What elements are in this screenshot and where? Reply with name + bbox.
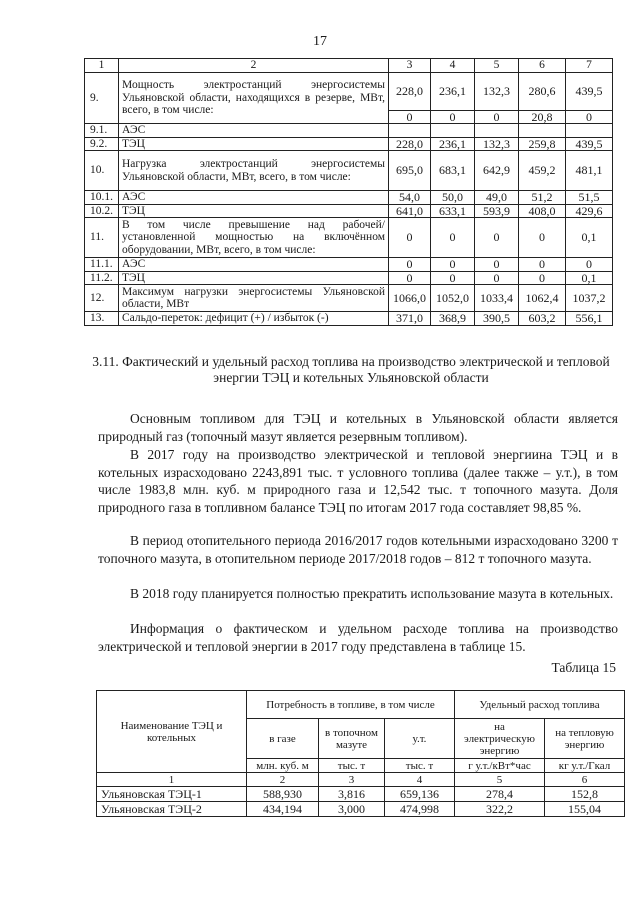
value-cell: 132,3 <box>475 137 519 151</box>
value-cell: 322,2 <box>455 802 545 817</box>
row-name: Нагрузка электростанций энергосистемы Ульяновской области, МВт, всего, в том числе: <box>119 151 389 191</box>
value-cell <box>389 124 431 138</box>
value-cell: 0,1 <box>566 271 613 285</box>
value-cell: 368,9 <box>431 312 475 326</box>
row-name: Ульяновская ТЭЦ-2 <box>97 802 247 817</box>
value-cell: 0 <box>431 271 475 285</box>
value-cell: 390,5 <box>475 312 519 326</box>
value-cell: 641,0 <box>389 204 431 218</box>
value-cell: 0 <box>475 110 519 124</box>
value-cell: 0 <box>475 218 519 258</box>
value-cell: 0 <box>389 110 431 124</box>
table-row <box>97 802 625 817</box>
value-cell: 0 <box>431 110 475 124</box>
row-number: 13. <box>85 312 119 326</box>
row-number: 12. <box>85 285 119 312</box>
value-cell: 51,2 <box>519 191 566 205</box>
row-number: 9.1. <box>85 124 119 138</box>
value-cell: 0 <box>566 258 613 272</box>
value-cell: 371,0 <box>389 312 431 326</box>
value-cell: 0 <box>389 271 431 285</box>
row-name: АЭС <box>119 258 389 272</box>
header-cell: 6 <box>519 59 566 73</box>
header-cell: 4 <box>431 59 475 73</box>
value-cell: 0 <box>566 110 613 124</box>
value-cell: 695,0 <box>389 151 431 191</box>
table-row <box>97 787 625 802</box>
paragraph: В 2017 году на производство электрической и тепловой энергиина ТЭЦ и в котельных израсходовано 2243,891 тыс. т условного топлива (далее также – у.т.), в том числе 1983,8 млн. куб. м природного газа и 12,542 тыс. т топочного мазута. Доля природного газа в топливном балансе ТЭЦ по итогам 2017 года составляет 98,85 %. <box>98 447 618 515</box>
value-cell: 236,1 <box>431 72 475 110</box>
value-cell: 50,0 <box>431 191 475 205</box>
table-header-row <box>97 773 625 787</box>
value-cell: 1062,4 <box>519 285 566 312</box>
value-cell: 0 <box>475 271 519 285</box>
value-cell: 152,8 <box>545 787 625 802</box>
row-number: 11. <box>85 218 119 258</box>
table-row <box>85 271 613 285</box>
paragraph: Информация о фактическом и удельном расходе топлива на производство электрической и тепловой энергии в 2017 году представлена в таблице 15. <box>98 621 618 654</box>
value-cell: 228,0 <box>389 137 431 151</box>
paragraph: Основным топливом для ТЭЦ и котельных в Ульяновской области является природный газ (топочный мазут является резервным топливом). <box>98 411 618 444</box>
value-cell: 20,8 <box>519 110 566 124</box>
unit-cell: г у.т./кВт*час <box>455 759 545 773</box>
row-name: Сальдо-переток: дефицит (+) / избыток (-) <box>119 312 389 326</box>
value-cell <box>431 124 475 138</box>
header-cell: у.т. <box>385 719 455 759</box>
header-cell: 5 <box>475 59 519 73</box>
value-cell: 49,0 <box>475 191 519 205</box>
table-row <box>85 312 613 326</box>
table-header-row <box>97 691 625 719</box>
value-cell: 155,04 <box>545 802 625 817</box>
table-row <box>85 124 613 138</box>
value-cell: 1052,0 <box>431 285 475 312</box>
value-cell: 3,000 <box>319 802 385 817</box>
column-number: 4 <box>385 773 455 787</box>
table-row <box>85 285 613 312</box>
table-row <box>85 258 613 272</box>
value-cell <box>566 124 613 138</box>
table-caption: Таблица 15 <box>551 660 616 675</box>
row-name: ТЭЦ <box>119 137 389 151</box>
header-cell: на тепловую энергию <box>545 719 625 759</box>
value-cell: 683,1 <box>431 151 475 191</box>
row-number: 9. <box>85 72 119 124</box>
value-cell: 0 <box>519 258 566 272</box>
value-cell: 228,0 <box>389 72 431 110</box>
row-number: 10. <box>85 151 119 191</box>
value-cell: 439,5 <box>566 137 613 151</box>
value-cell: 0 <box>389 218 431 258</box>
row-number: 11.1. <box>85 258 119 272</box>
header-cell: 1 <box>85 59 119 73</box>
header-cell: в топочном мазуте <box>319 719 385 759</box>
row-number: 9.2. <box>85 137 119 151</box>
value-cell: 0 <box>475 258 519 272</box>
value-cell: 278,4 <box>455 787 545 802</box>
value-cell: 603,2 <box>519 312 566 326</box>
table-row <box>85 72 613 110</box>
value-cell: 132,3 <box>475 72 519 110</box>
value-cell: 659,136 <box>385 787 455 802</box>
row-name: В том числе превышение над рабочей/ установленной мощностью на включённом оборудовании, МВт, всего, в том числе: <box>119 218 389 258</box>
row-name: АЭС <box>119 124 389 138</box>
value-cell: 1037,2 <box>566 285 613 312</box>
fuel-consumption-table <box>96 690 625 817</box>
value-cell: 51,5 <box>566 191 613 205</box>
header-cell: 3 <box>389 59 431 73</box>
value-cell: 474,998 <box>385 802 455 817</box>
page-number: 17 <box>313 34 327 49</box>
value-cell: 280,6 <box>519 72 566 110</box>
table-header-row <box>85 59 613 73</box>
header-cell: Удельный расход топлива <box>455 691 625 719</box>
value-cell: 439,5 <box>566 72 613 110</box>
value-cell: 633,1 <box>431 204 475 218</box>
value-cell: 434,194 <box>247 802 319 817</box>
row-number: 10.1. <box>85 191 119 205</box>
unit-cell: тыс. т <box>385 759 455 773</box>
value-cell: 0 <box>431 218 475 258</box>
paragraph: В период отопительного периода 2016/2017 годов котельными израсходовано 3200 т топочного мазута, в отопительном периоде 2017/2018 годов – 812 т топочного мазута. <box>98 533 618 566</box>
table-row <box>85 137 613 151</box>
row-number: 10.2. <box>85 204 119 218</box>
row-name: Максимум нагрузки энергосистемы Ульяновской области, МВт <box>119 285 389 312</box>
value-cell: 3,816 <box>319 787 385 802</box>
header-cell: на электрическую энергию <box>455 719 545 759</box>
row-name: ТЭЦ <box>119 271 389 285</box>
column-number: 3 <box>319 773 385 787</box>
section-heading: 3.11. Фактический и удельный расход топлива на производство электрической и тепловой энергии ТЭЦ и котельных Ульяновской области <box>92 354 610 385</box>
value-cell: 0 <box>389 258 431 272</box>
value-cell: 0 <box>519 271 566 285</box>
table-row <box>85 151 613 191</box>
value-cell: 593,9 <box>475 204 519 218</box>
unit-cell: кг у.т./Гкал <box>545 759 625 773</box>
value-cell: 0 <box>431 258 475 272</box>
header-cell: Потребность в топливе, в том числе <box>247 691 455 719</box>
table-row <box>85 204 613 218</box>
value-cell: 1033,4 <box>475 285 519 312</box>
paragraph: В 2018 году планируется полностью прекратить использование мазута в котельных. <box>130 586 614 601</box>
value-cell: 481,1 <box>566 151 613 191</box>
value-cell: 429,6 <box>566 204 613 218</box>
value-cell: 1066,0 <box>389 285 431 312</box>
value-cell: 259,8 <box>519 137 566 151</box>
unit-cell: тыс. т <box>319 759 385 773</box>
column-number: 5 <box>455 773 545 787</box>
row-name: Ульяновская ТЭЦ-1 <box>97 787 247 802</box>
column-number: 1 <box>97 773 247 787</box>
header-cell: 7 <box>566 59 613 73</box>
value-cell: 408,0 <box>519 204 566 218</box>
value-cell: 459,2 <box>519 151 566 191</box>
value-cell: 54,0 <box>389 191 431 205</box>
value-cell: 642,9 <box>475 151 519 191</box>
header-cell: 2 <box>119 59 389 73</box>
table-row <box>85 218 613 258</box>
row-name: АЭС <box>119 191 389 205</box>
row-name: Мощность электростанций энергосистемы Ульяновской области, находящихся в резерве, МВт, всего, в том числе: <box>119 72 389 124</box>
column-number: 6 <box>545 773 625 787</box>
power-balance-table <box>84 58 613 326</box>
value-cell <box>519 124 566 138</box>
value-cell: 556,1 <box>566 312 613 326</box>
unit-cell: млн. куб. м <box>247 759 319 773</box>
header-cell: в газе <box>247 719 319 759</box>
row-number: 11.2. <box>85 271 119 285</box>
column-number: 2 <box>247 773 319 787</box>
value-cell: 0,1 <box>566 218 613 258</box>
row-name: ТЭЦ <box>119 204 389 218</box>
table-row <box>85 191 613 205</box>
value-cell: 588,930 <box>247 787 319 802</box>
header-cell: Наименование ТЭЦ и котельных <box>97 691 247 773</box>
value-cell: 236,1 <box>431 137 475 151</box>
value-cell: 0 <box>519 218 566 258</box>
value-cell <box>475 124 519 138</box>
